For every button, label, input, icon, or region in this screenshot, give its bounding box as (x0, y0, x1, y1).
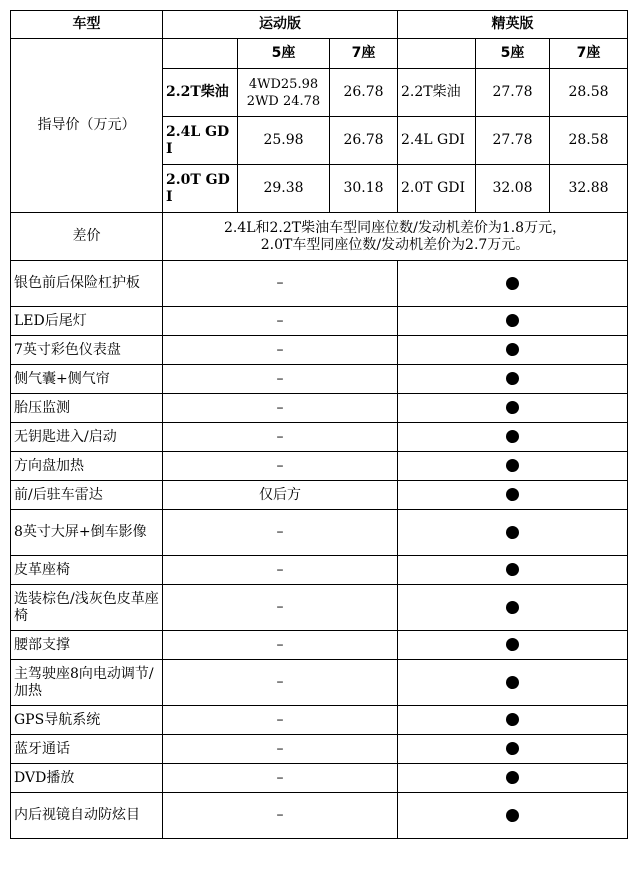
feature-elite-value (398, 706, 628, 735)
sport-engine-blank (163, 39, 238, 69)
feature-row (11, 452, 628, 481)
diff-text (163, 213, 628, 261)
sport-diesel-seat5-2wd: 2WD 24.78 (246, 93, 321, 109)
feature-name: LED后尾灯 (11, 307, 163, 336)
diff-row (11, 213, 628, 261)
elite-diesel-seat5: 27.78 (476, 69, 550, 117)
diff-line1: 2.4L和2.2T柴油车型同座位数/发动机差价为1.8万元， (223, 219, 567, 236)
feature-sport-value: – (163, 261, 398, 307)
feature-name: DVD播放 (11, 764, 163, 793)
feature-elite-value (398, 261, 628, 307)
feature-name: GPS导航系统 (11, 706, 163, 735)
feature-row (11, 706, 628, 735)
feature-elite-value (398, 336, 628, 365)
elite-24l-seat7: 28.58 (550, 117, 628, 165)
feature-sport-value: – (163, 735, 398, 764)
sport-engine-20t: 2.0T GDI (163, 165, 238, 213)
feature-sport-value: 仅后方 (163, 481, 398, 510)
sport-24l-seat5: 25.98 (238, 117, 330, 165)
feature-sport-value: – (163, 764, 398, 793)
feature-name: 选装棕色/浅灰色皮革座椅 (11, 585, 163, 631)
filled-dot-icon (506, 459, 519, 472)
sport-seat7-header: 7座 (330, 39, 398, 69)
feature-sport-value: – (163, 556, 398, 585)
feature-rows (11, 261, 628, 839)
feature-row (11, 764, 628, 793)
filled-dot-icon (506, 372, 519, 385)
feature-name: 内后视镜自动防炫目 (11, 793, 163, 839)
feature-sport-value: – (163, 631, 398, 660)
feature-name: 腰部支撑 (11, 631, 163, 660)
elite-engine-20t: 2.0T GDI (398, 165, 476, 213)
filled-dot-icon (506, 430, 519, 443)
feature-row (11, 307, 628, 336)
filled-dot-icon (506, 526, 519, 539)
feature-row (11, 510, 628, 556)
header-row (11, 11, 628, 39)
model-header: 车型 (11, 11, 163, 39)
elite-engine-blank (398, 39, 476, 69)
feature-row (11, 423, 628, 452)
feature-elite-value (398, 585, 628, 631)
elite-20t-seat7: 32.88 (550, 165, 628, 213)
diff-label: 差价 (11, 213, 163, 261)
feature-elite-value (398, 556, 628, 585)
diff-line2: 2.0T车型同座位数/发动机差价为2.7万元。 (260, 236, 530, 253)
feature-name: 皮革座椅 (11, 556, 163, 585)
feature-name: 8英寸大屏+倒车影像 (11, 510, 163, 556)
sport-24l-seat7: 26.78 (330, 117, 398, 165)
filled-dot-icon (506, 488, 519, 501)
feature-sport-value: – (163, 660, 398, 706)
feature-elite-value (398, 631, 628, 660)
filled-dot-icon (506, 314, 519, 327)
feature-elite-value (398, 452, 628, 481)
feature-row (11, 336, 628, 365)
feature-elite-value (398, 481, 628, 510)
feature-elite-value (398, 510, 628, 556)
feature-elite-value (398, 394, 628, 423)
filled-dot-icon (506, 343, 519, 356)
filled-dot-icon (506, 713, 519, 726)
feature-name: 主驾驶座8向电动调节/加热 (11, 660, 163, 706)
feature-elite-value (398, 307, 628, 336)
feature-name: 7英寸彩色仪表盘 (11, 336, 163, 365)
sport-engine-diesel: 2.2T柴油 (163, 69, 238, 117)
filled-dot-icon (506, 601, 519, 614)
feature-row (11, 735, 628, 764)
feature-row (11, 481, 628, 510)
feature-row (11, 261, 628, 307)
spec-table-wrapper (10, 10, 627, 839)
feature-row (11, 585, 628, 631)
feature-sport-value: – (163, 510, 398, 556)
seat-header-row (11, 39, 628, 69)
feature-sport-value: – (163, 307, 398, 336)
elite-20t-seat5: 32.08 (476, 165, 550, 213)
feature-elite-value (398, 764, 628, 793)
feature-sport-value: – (163, 336, 398, 365)
filled-dot-icon (506, 638, 519, 651)
sport-diesel-seat7: 26.78 (330, 69, 398, 117)
elite-header: 精英版 (398, 11, 628, 39)
sport-20t-seat5: 29.38 (238, 165, 330, 213)
feature-sport-value: – (163, 394, 398, 423)
feature-name: 侧气囊+侧气帘 (11, 365, 163, 394)
spec-table (10, 10, 628, 839)
elite-engine-24l: 2.4L GDI (398, 117, 476, 165)
sport-diesel-seat5-4wd: 4WD25.98 (248, 76, 319, 92)
feature-elite-value (398, 423, 628, 452)
feature-name: 胎压监测 (11, 394, 163, 423)
feature-sport-value: – (163, 365, 398, 394)
sport-header: 运动版 (163, 11, 398, 39)
feature-sport-value: – (163, 585, 398, 631)
feature-row (11, 660, 628, 706)
elite-24l-seat5: 27.78 (476, 117, 550, 165)
filled-dot-icon (506, 771, 519, 784)
filled-dot-icon (506, 277, 519, 290)
sport-seat5-header: 5座 (238, 39, 330, 69)
feature-row (11, 394, 628, 423)
elite-seat5-header: 5座 (476, 39, 550, 69)
feature-row (11, 631, 628, 660)
filled-dot-icon (506, 401, 519, 414)
feature-elite-value (398, 735, 628, 764)
sport-engine-24l: 2.4L GDI (163, 117, 238, 165)
elite-seat7-header: 7座 (550, 39, 628, 69)
feature-row (11, 365, 628, 394)
feature-elite-value (398, 793, 628, 839)
elite-diesel-seat7: 28.58 (550, 69, 628, 117)
feature-name: 无钥匙进入/启动 (11, 423, 163, 452)
feature-elite-value (398, 365, 628, 394)
filled-dot-icon (506, 676, 519, 689)
feature-name: 方向盘加热 (11, 452, 163, 481)
feature-sport-value: – (163, 423, 398, 452)
feature-elite-value (398, 660, 628, 706)
sport-20t-seat7: 30.18 (330, 165, 398, 213)
feature-name: 前/后驻车雷达 (11, 481, 163, 510)
filled-dot-icon (506, 742, 519, 755)
feature-row (11, 556, 628, 585)
elite-engine-diesel: 2.2T柴油 (398, 69, 476, 117)
price-label: 指导价（万元） (11, 39, 163, 213)
filled-dot-icon (506, 809, 519, 822)
feature-sport-value: – (163, 793, 398, 839)
feature-sport-value: – (163, 452, 398, 481)
sport-diesel-seat5 (238, 69, 330, 117)
filled-dot-icon (506, 563, 519, 576)
feature-sport-value: – (163, 706, 398, 735)
feature-row (11, 793, 628, 839)
feature-name: 蓝牙通话 (11, 735, 163, 764)
feature-name: 银色前后保险杠护板 (11, 261, 163, 307)
